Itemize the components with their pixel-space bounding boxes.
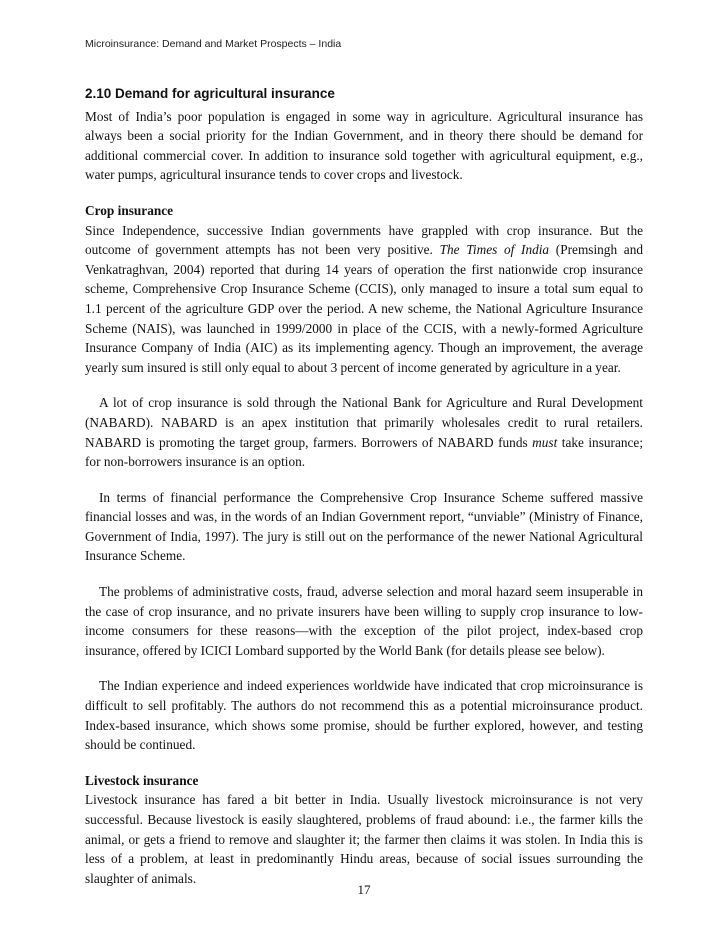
crop-p2-text-a: A lot of crop insurance is sold through the National Bank for Agriculture and Rural Development (NABARD). NABARD is an apex institution that primarily wholesales credit to rural retailers. NABARD is promoting the target group, farmers. Borrowers of NABARD funds <box>85 395 643 450</box>
livestock-insurance-subheading: Livestock insurance <box>85 772 199 788</box>
must-emphasis: must <box>532 434 558 450</box>
running-header: Microinsurance: Demand and Market Prospects – India <box>85 38 342 50</box>
intro-paragraph: Most of India’s poor population is engaged in some way in agriculture. Agricultural insurance has always been a social priority for the Indian Government, and in theory there should be demand for additional commercial cover. In addition to insurance sold together with agricultural equipment, e.g., water pumps, agricultural insurance tends to cover crops and livestock. <box>85 108 643 183</box>
crop-p1-text-b: (Premsingh and Venkatraghvan, 2004) reported that during 14 years of operation the first nationwide crop insurance scheme, Comprehensive Crop Insurance Scheme (CCIS), only managed to insure a total sum equal to 1.1 percent of the agriculture GDP over the period. A new scheme, the National Agriculture Insurance Scheme (NAIS), was launched in 1999/2000 in place of the CCIS, with a newly-formed Agriculture Insurance Company of India (AIC) as its implementing agency. Though an improvement, the average yearly sum insured is still only equal to about 3 percent of income generated by agriculture in a year. <box>85 242 643 375</box>
section-heading: 2.10 Demand for agricultural insurance <box>85 86 335 101</box>
crop-insurance-paragraph-1 <box>85 201 643 377</box>
crop-p2-text-b: take insurance; for non-borrowers insurance is an option. <box>85 434 644 470</box>
crop-insurance-paragraph-5: The Indian experience and indeed experiences worldwide have indicated that crop microinsurance is difficult to sell profitably. The authors do not recommend this as a potential microinsurance product. Index-based insurance, which shows some promise, should be further explored, however, and testing should be continued. <box>85 678 643 753</box>
livestock-p1-text: Livestock insurance has fared a bit better in India. Usually livestock microinsurance is not very successful. Because livestock is easily slaughtered, problems of fraud abound: i.e., the farmer kills the animal, or gets a friend to remove and slaughter it; the farmer then claims it was stolen. In India this is less of a problem, at least in predominantly Hindu areas, because of social issues surrounding the slaughter of animals. <box>85 792 643 886</box>
crop-p1-text-a: Since Independence, successive Indian governments have grappled with crop insurance. But the outcome of government attempts has not been very positive. <box>85 222 643 258</box>
crop-insurance-subheading: Crop insurance <box>85 202 174 218</box>
crop-insurance-paragraph-2 <box>85 393 643 471</box>
page-number: 17 <box>357 882 371 897</box>
page-content <box>85 84 643 888</box>
crop-insurance-paragraph-3: In terms of financial performance the Comprehensive Crop Insurance Scheme suffered massive financial losses and was, in the words of an Indian Government report, “unviable” (Ministry of Finance, Government of India, 1997). The jury is still out on the performance of the newer National Agricultural Insurance Scheme. <box>85 489 643 564</box>
livestock-insurance-paragraph <box>85 771 643 889</box>
times-of-india-citation: The Times of India <box>439 242 550 258</box>
crop-insurance-paragraph-4: The problems of administrative costs, fraud, adverse selection and moral hazard seem insuperable in the case of crop insurance, and no private insurers have been willing to supply crop insurance to low-income consumers for these reasons—with the exception of the pilot project, index-based crop insurance, offered by ICICI Lombard supported by the World Bank (for details please see below). <box>85 584 643 658</box>
